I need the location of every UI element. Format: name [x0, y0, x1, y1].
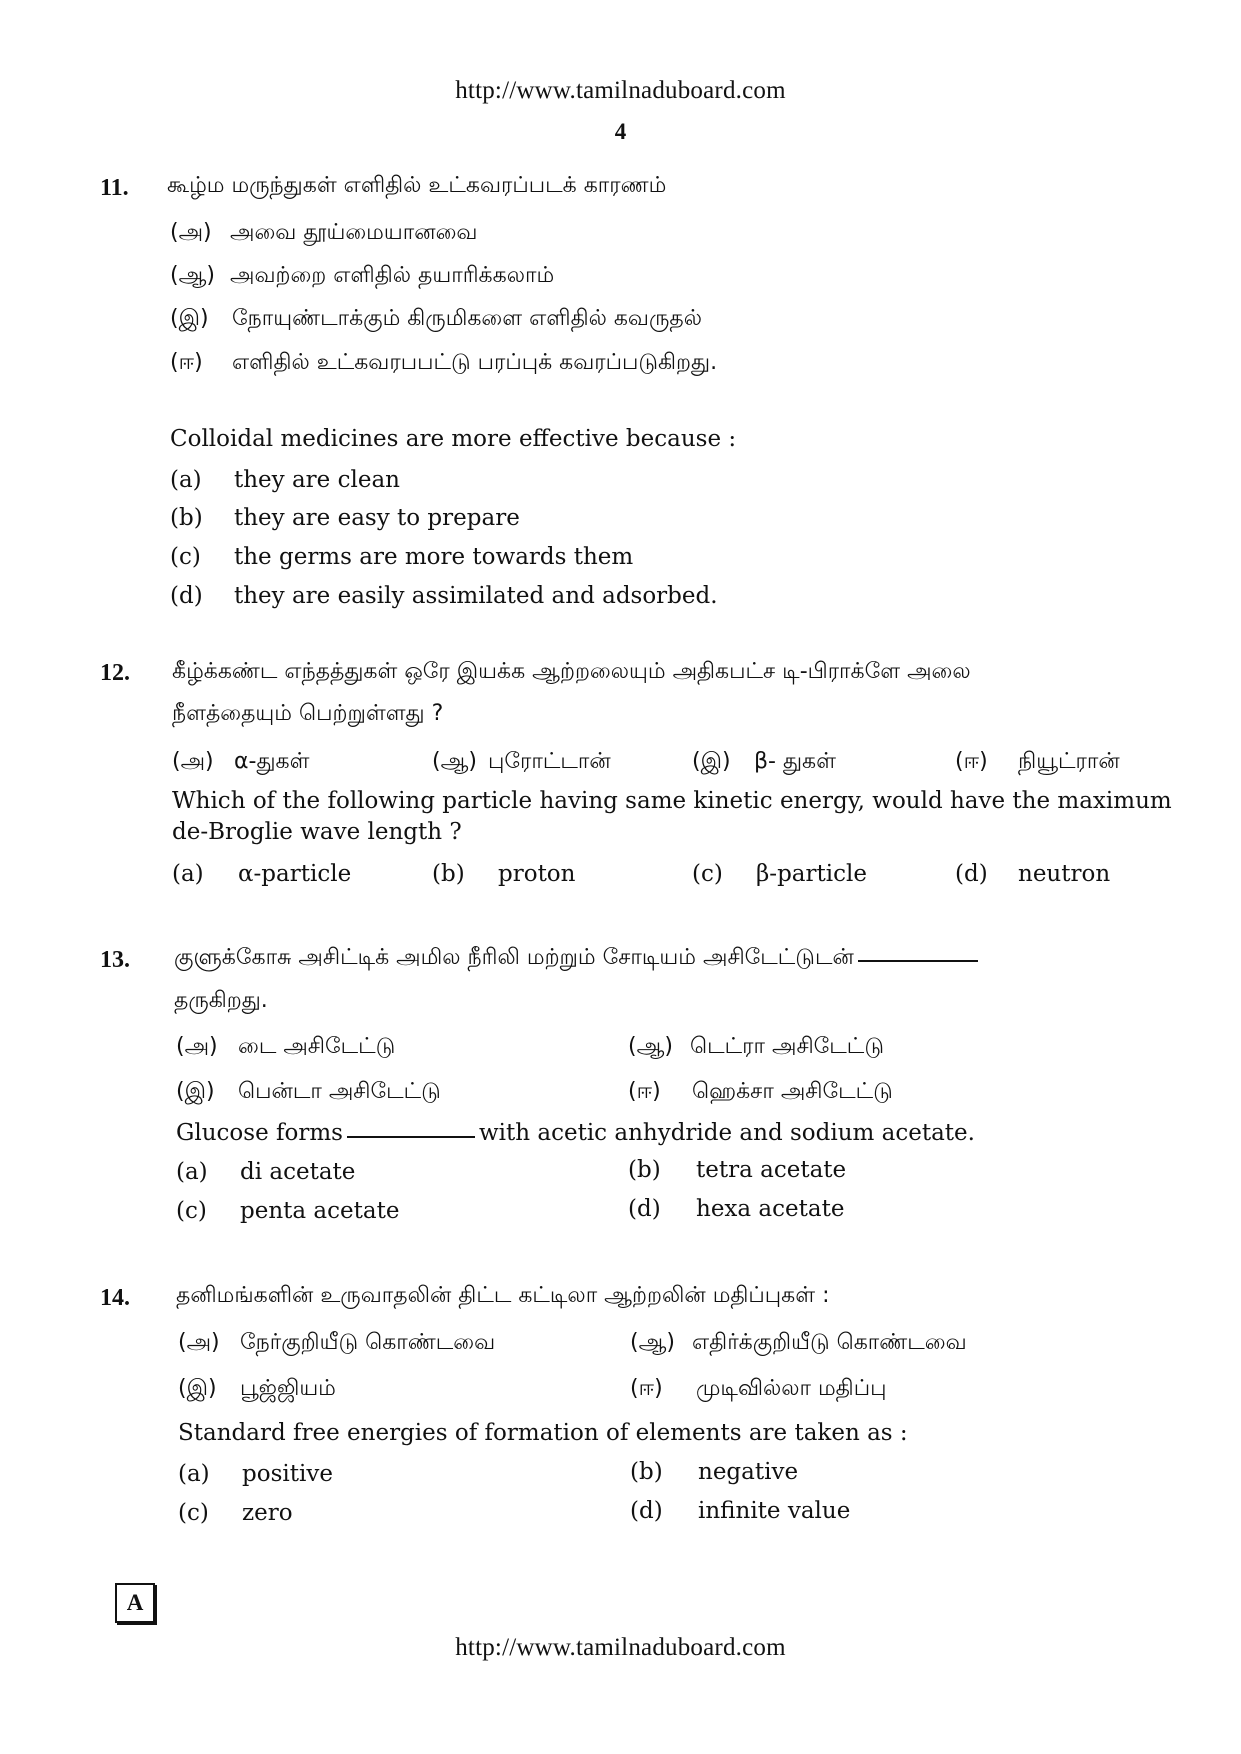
question-text-english-line2: de-Broglie wave length ?	[172, 819, 462, 845]
option-label: (d)	[955, 861, 988, 887]
header-url: http://www.tamilnaduboard.com	[455, 77, 786, 104]
option-label: (d)	[628, 1196, 661, 1222]
question-text-english: Standard free energies of formation of elements are taken as :	[178, 1420, 908, 1446]
option-label: (b)	[432, 861, 465, 887]
option-text-tamil: டெட்ரா அசிடேட்டு	[690, 1034, 884, 1059]
option-text-tamil: நோயுண்டாக்கும் கிருமிகளை எளிதில் கவருதல்	[232, 306, 702, 331]
question-text-english-line1: Which of the following particle having same kinetic energy, would have the maximum	[172, 788, 1172, 814]
option-label: (a)	[176, 1159, 208, 1185]
option-text-tamil: ஹெக்சா அசிடேட்டு	[692, 1079, 893, 1104]
question-number: 13.	[100, 947, 130, 973]
option-text: β-particle	[756, 861, 867, 887]
option-label-tamil: (ஈ)	[170, 350, 203, 375]
question-text-tamil-line2: தருகிறது.	[174, 988, 268, 1013]
option-text-tamil: எளிதில் உட்கவரபபட்டு பரப்புக் கவரப்படுகிறது.	[232, 350, 718, 375]
answer-blank	[858, 959, 978, 962]
question-number: 11.	[100, 175, 129, 201]
option-label: (b)	[630, 1459, 663, 1485]
option-label: (c)	[170, 544, 201, 570]
option-label-tamil: (இ)	[170, 306, 209, 331]
option-text: proton	[498, 861, 576, 887]
option-text: α-particle	[238, 861, 352, 887]
option-label-tamil: (இ)	[692, 749, 731, 774]
option-label-tamil: (ஆ)	[630, 1330, 675, 1355]
option-text: tetra acetate	[696, 1157, 847, 1183]
option-text-tamil: அவற்றை எளிதில் தயாரிக்கலாம்	[230, 263, 555, 288]
set-label-box: A	[115, 1583, 155, 1623]
option-label-tamil: (ஆ)	[432, 749, 477, 774]
option-label: (c)	[176, 1198, 207, 1224]
option-label-tamil: (ஆ)	[628, 1034, 673, 1059]
option-label-tamil: (அ)	[172, 749, 214, 774]
option-text-tamil: பென்டா அசிடேட்டு	[238, 1079, 441, 1104]
answer-blank	[347, 1135, 475, 1138]
option-label-tamil: (அ)	[176, 1034, 218, 1059]
option-label-tamil: (ஈ)	[628, 1079, 661, 1104]
option-text-tamil: β- துகள்	[754, 749, 836, 774]
question-text-after-blank: with acetic anhydride and sodium acetate.	[478, 1120, 975, 1146]
option-text-tamil: முடிவில்லா மதிப்பு	[696, 1376, 887, 1401]
option-text: infinite value	[698, 1498, 851, 1524]
option-label-tamil: (இ)	[176, 1079, 215, 1104]
question-text-before-blank: Glucose forms	[176, 1120, 343, 1146]
question-text-english: Colloidal medicines are more effective because :	[170, 426, 737, 452]
option-text: they are easily assimilated and adsorbed.	[234, 583, 718, 609]
option-label-tamil: (அ)	[178, 1330, 220, 1355]
question-text-tamil: தனிமங்களின் உருவாதலின் திட்ட கட்டிலா ஆற்றலின் மதிப்புகள் :	[176, 1283, 830, 1308]
option-text: negative	[698, 1459, 799, 1485]
option-label: (a)	[170, 467, 202, 493]
option-text: di acetate	[240, 1159, 356, 1185]
option-text: zero	[242, 1500, 293, 1526]
option-text-tamil: டை அசிடேட்டு	[238, 1034, 396, 1059]
option-text: they are clean	[234, 467, 400, 493]
option-label: (c)	[178, 1500, 209, 1526]
option-text: positive	[242, 1461, 333, 1487]
option-text: hexa acetate	[696, 1196, 845, 1222]
option-label-tamil: (ஈ)	[955, 749, 988, 774]
option-label-tamil: (அ)	[170, 220, 212, 245]
option-text-tamil: அவை தூய்மையானவை	[230, 220, 478, 245]
option-label: (d)	[170, 583, 203, 609]
option-text: the germs are more towards them	[234, 544, 634, 570]
question-text-tamil: குளுக்கோசு அசிட்டிக் அமில நீரிலி மற்றும் சோடியம் அசிடேட்டுடன்	[174, 945, 854, 970]
option-text-tamil: புரோட்டான்	[488, 749, 611, 774]
option-label: (b)	[170, 505, 203, 531]
option-text-tamil: α-துகள்	[234, 749, 310, 774]
question-text-tamil-line1: கீழ்க்கண்ட எந்தத்துகள் ஒரே இயக்க ஆற்றலையும் அதிகபட்ச டி-பிராக்ளே அலை	[172, 659, 971, 684]
option-label-tamil: (ஈ)	[630, 1376, 663, 1401]
option-text: neutron	[1018, 861, 1111, 887]
option-text: they are easy to prepare	[234, 505, 520, 531]
option-text-tamil: நேர்குறியீடு கொண்டவை	[240, 1330, 496, 1355]
option-label-tamil: (இ)	[178, 1376, 217, 1401]
option-label: (b)	[628, 1157, 661, 1183]
option-label: (d)	[630, 1498, 663, 1524]
option-text-tamil: பூஜ்ஜியம்	[240, 1376, 336, 1401]
page-number: 4	[614, 119, 627, 144]
option-text: penta acetate	[240, 1198, 400, 1224]
question-text-tamil-line2: நீளத்தையும் பெற்றுள்ளது ?	[172, 701, 444, 726]
option-label: (a)	[172, 861, 204, 887]
question-text-english	[176, 1120, 975, 1146]
question-text-tamil-line1	[174, 945, 982, 973]
option-text-tamil: நியூட்ரான்	[1018, 749, 1120, 774]
footer-url: http://www.tamilnaduboard.com	[455, 1634, 786, 1661]
option-label: (a)	[178, 1461, 210, 1487]
question-text-tamil: கூழ்ம மருந்துகள் எளிதில் உட்கவரப்படக் காரணம்	[167, 173, 667, 198]
option-label-tamil: (ஆ)	[170, 263, 215, 288]
question-number: 12.	[100, 660, 130, 686]
question-number: 14.	[100, 1285, 130, 1311]
option-label: (c)	[692, 861, 723, 887]
option-text-tamil: எதிர்க்குறியீடு கொண்டவை	[692, 1330, 967, 1355]
